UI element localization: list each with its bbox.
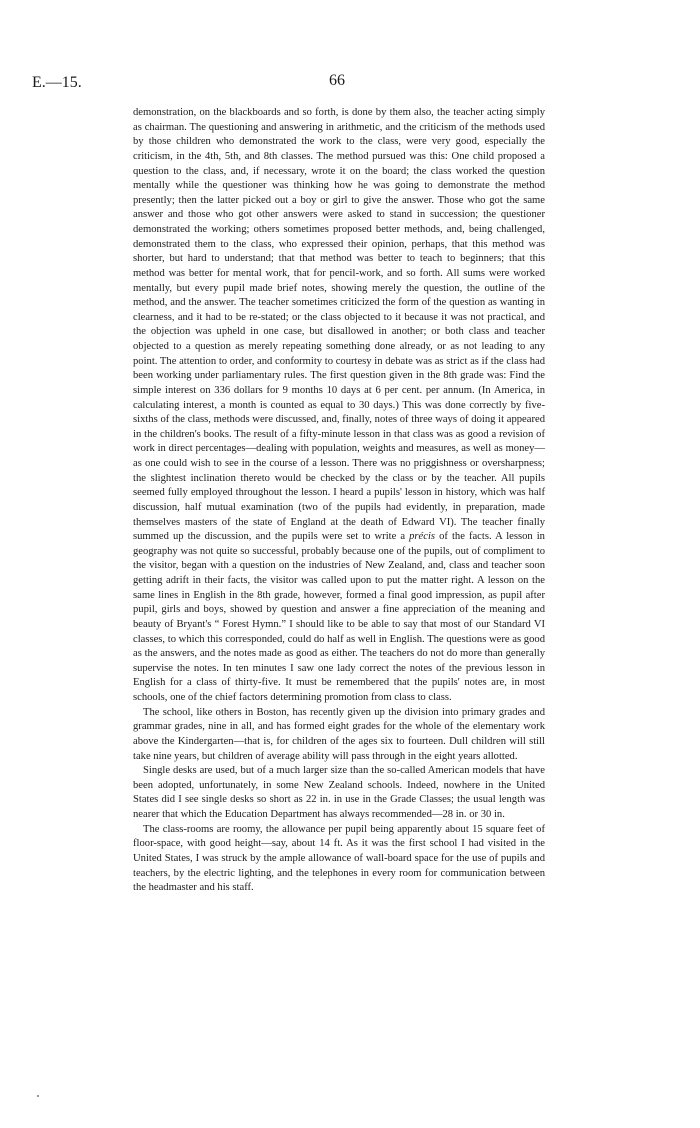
- paragraph-4: The class-rooms are roomy, the allowance per pupil being apparently about 15 square feet of floor-space, with good height—say, about 14 ft. As it was the first school I had visited in the United States, I was struck by the ample allowance of wall-board space for the use of pupils and teachers, by the electric lighting, and the telephones in every room for communication between the headmaster and his staff.: [133, 823, 545, 894]
- paragraph-3: Single desks are used, but of a much larger size than the so-called American models that have been adopted, unfortunately, in some New Zealand schools. Indeed, nowhere in the United States did I see single desks so short as 22 in. in use in the Grade Classes; the usual length was nearer that which the Education Department has always recommended—28 in. or 30 in.: [133, 765, 545, 820]
- paragraph-1: [133, 106, 545, 706]
- paragraph-1-italic: précis: [409, 531, 436, 543]
- paragraph-2: The school, like others in Boston, has recently given up the division into primary grades and grammar grades, nine in all, and has formed eight grades for the whole of the elementary work above the Kindergarten—that is, for children of the ages six to fourteen. Dull children will still take nine years, but children of average ability will pass through in the eight years allotted.: [133, 706, 545, 762]
- body-text: [133, 106, 545, 896]
- page-number: 66: [329, 72, 345, 89]
- report-code: E.—15.: [32, 74, 82, 91]
- paragraph-1-text-cont: of the facts. A lesson in geography was not quite so successful, probably because one of the pupils, out of compliment to the visitor, began with a question on the industries of New Zealand, and, class and teacher soon getting adrift in their facts, the visitor was called upon to put the matter right. A lesson on the same lines in English in the 8th grade, however, formed a final good impression, as pupil after pupil, girls and boys, showed by question and answer a fine appreciation of the meaning and beauty of Bryant's “ Forest Hymn.” I should like to be able to say that most of our Standard VI classes, to which this corresponded, could do half as well in English. The questions were as good as the answers, and the notes made as good as either. The teachers do not do more than generally supervise the notes. In ten minutes I saw one lady correct the notes of the previous lesson in English for a class of thirty-five. It must be remembered that the pupils' notes are, in most schools, one of the chief factors determining promotion from class to class.: [133, 531, 545, 703]
- scan-speck: [37, 1095, 39, 1097]
- paragraph-1-text: demonstration, on the blackboards and so forth, is done by them also, the teacher acting simply as chairman. The questioning and answering in arithmetic, and the criticism of the methods used by those children who demonstrated the work to the class, were very good, especially the criticism, in the 4th, 5th, and 8th classes. The method pursued was this: One child proposed a question to the class, and, if necessary, wrote it on the board; the class worked the question mentally while the questioner was thinking how he was going to demonstrate the method presently; then the latter picked out a boy or girl to give the answer. Those who got the same answer and those who got other answers were asked to stand in succession; the questioner demonstrated the working; others sometimes proposed better methods, and, being challenged, demonstrated them to the class, who expressed their opinion, perhaps, that this method was shorter, but hard to understand; that that method was better to teach to beginners; that this method was better for mental work, that for pencil-work, and so forth. All sums were worked mentally, but every pupil made brief notes, showing merely the question, the outline of the method, and the answer. The teacher sometimes criticized the form of the question as wanting in clearness, and it had to be re-stated; or the class objected to it because it was not practical, and the objection was upheld in one case, but disallowed in another; or both class and teacher objected to a question as merely repeating something done already, or as not leading to any point. The attention to order, and conformity to courtesy in debate was as strict as if the class had been working under parliamentary rules. The first question given in the 8th grade was: Find the simple interest on 336 dollars for 9 months 10 days at 6 per cent. per annum. (In America, in calculating interest, a month is counted as equal to 30 days.) This was done correctly by five-sixths of the class, methods were discussed, and, finally, notes of three ways of doing it appeared in the children's books. The result of a fifty-minute lesson in that class was as good a revision of work in direct percentages—dealing with population, weights and measures, as well as money—as one could wish to see in the course of a lesson. There was no priggishness or oversharpness; the slightest inclination thereto would be checked by the class or by the teacher. All pupils seemed fully employed throughout the lesson. I heard a pupils' lesson in history, which was half discussion, half mutual examination (two of the pupils had evidently, in preparation, made themselves masters of the state of England at the death of Edward VI). The teacher finally summed up the discussion, and the pupils were set to write a: [133, 107, 545, 543]
